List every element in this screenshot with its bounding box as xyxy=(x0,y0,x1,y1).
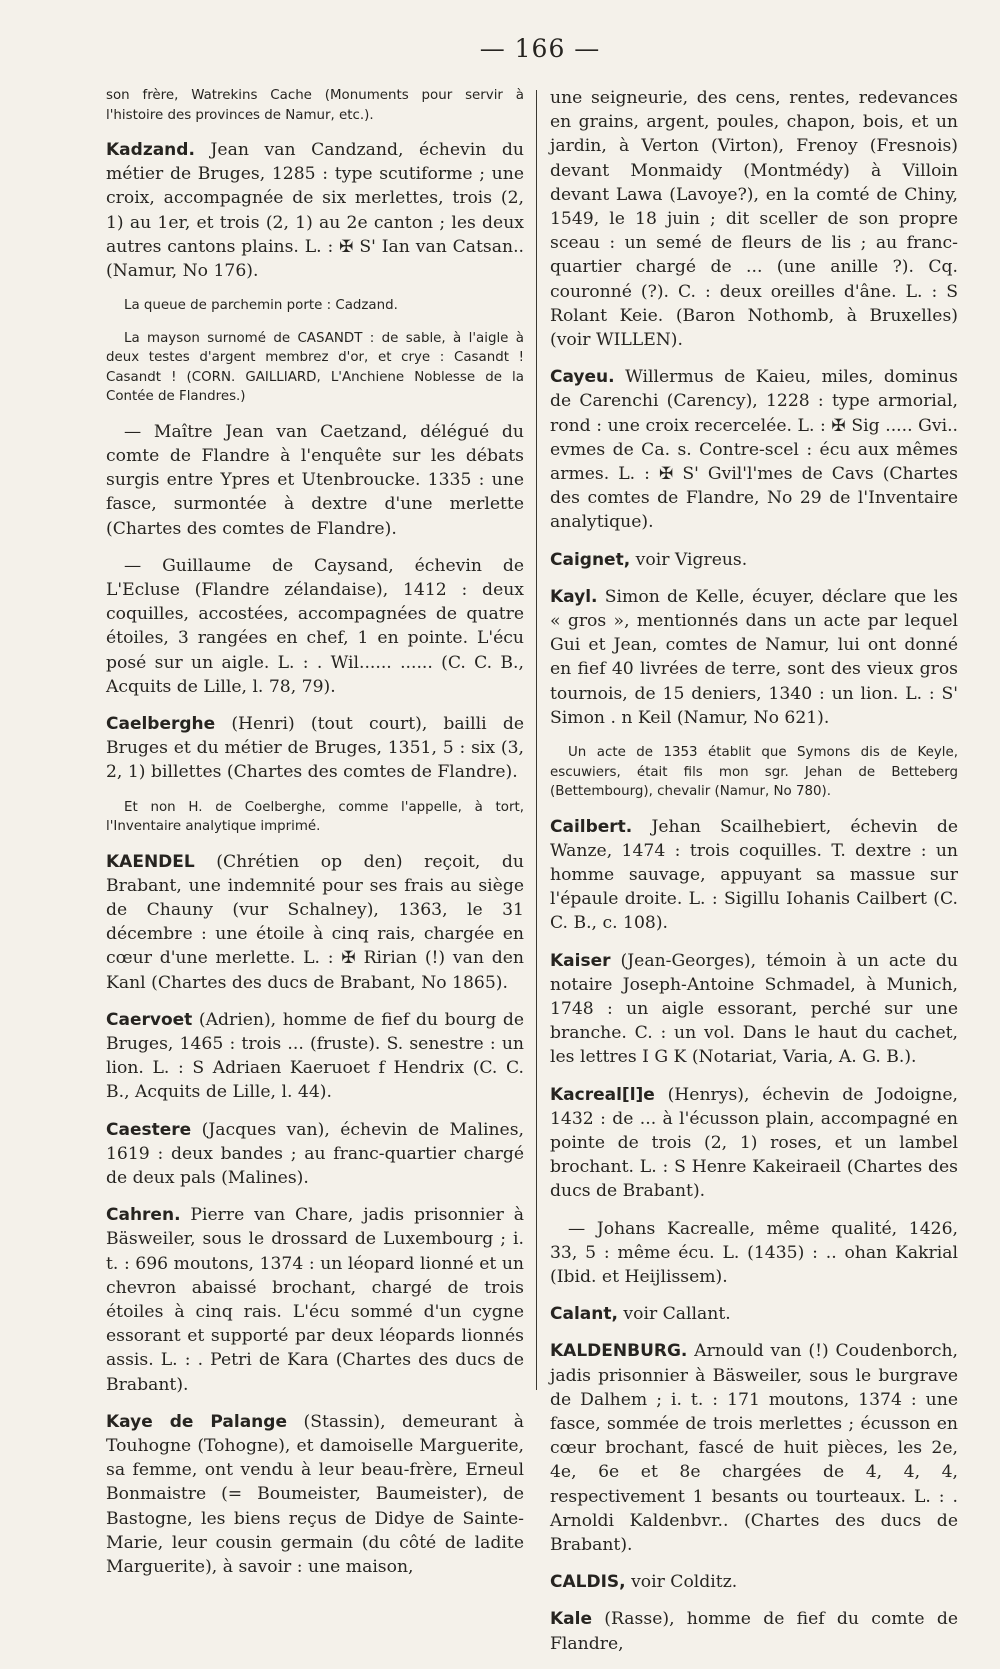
entry xyxy=(550,86,958,352)
entry xyxy=(106,420,524,541)
entry-heading: Kale xyxy=(550,1609,593,1630)
entry-heading: Cahren. xyxy=(106,1205,181,1226)
entry-heading: CALDIS, xyxy=(550,1572,626,1593)
entry-body: Arnould van (!) Coudenborch, jadis prisonnier à Bäsweiler, sous le burgrave de Dalhem ; i. t. : 171 moutons, 1374 : une fasce, sommée de trois merlettes ; écusson en cœur brochant, fascé de huit pièces, les 2e, 4e, 6e et 8e chargées de 4, 4, 4, respectivement 1 besants ou tourteaux. L. : . Arnoldi Kaldenbvr.. (Chartes des ducs de Brabant). xyxy=(550,1341,958,1556)
entry xyxy=(550,1302,958,1326)
entry-heading: Calant, xyxy=(550,1304,618,1325)
entry-heading: KALDENBURG. xyxy=(550,1341,688,1362)
entry-body: La queue de parchemin porte : Cadzand. xyxy=(124,298,398,314)
entry-body: Maître Jean van Caetzand, délégué du comte de Flandre à l'enquête sur les débats surgis entre Ypres et Utenbroucke. 1335 : une fasce, surmontée à dextre d'une merlette (Chartes des comtes de Flandre). xyxy=(106,421,524,539)
entry-body: Pierre van Chare, jadis prisonnier à Bäsweiler, sous le drossard de Luxembourg ; i. t. : 696 moutons, 1374 : un léopard lionné et un chevron abaissé brochant, chargé de trois étoiles à cinq rais. L'écu sommé d'un cygne essorant et supporté par deux léopards lionnés assis. L. : . Petri de Kara (Chartes des ducs de Brabant). xyxy=(106,1205,524,1395)
entry-body: (Jacques van), échevin de Malines, 1619 : deux bandes ; au franc-quartier chargé de deux pals (Malines). xyxy=(106,1119,524,1188)
left-column xyxy=(106,86,524,1592)
entry-body: une seigneurie, des cens, rentes, redevances en grains, argent, poules, chapon, bois, et un jardin, à Verton (Virton), Frenoy (Fresnois) devant Monmaidy (Montmédy) à Villoin devant Lawa (Lavoye?), en la comté de Chiny, 1549, le 18 juin ; dit sceller de son propre sceau : un semé de fleurs de lis ; au franc-quartier chargé de ... (une anille ?). Cq. couronné (?). C. : deux oreilles d'âne. L. : S Rolant Keie. (Baron Nothomb, à Bruxelles) (voir WILLEN). xyxy=(550,88,958,351)
entry xyxy=(550,815,958,936)
entry-heading: KAENDEL xyxy=(106,851,195,872)
entry-text xyxy=(550,1339,958,1557)
page-number: — 166 — xyxy=(479,34,601,63)
entry-text xyxy=(106,138,524,283)
entry-heading: Kayl. xyxy=(550,586,598,607)
entry-heading: Cailbert. xyxy=(550,816,633,837)
column-divider xyxy=(536,90,537,1390)
entry-heading: Caestere xyxy=(106,1119,192,1140)
entry-body: Simon de Kelle, écuyer, déclare que les « gros », mentionnés dans un acte par lequel Gui et Jean, comtes de Namur, lui ont donné en fief 40 livrées de terre, sont des vieux gros tournois, de 15 deniers, 1340 : un lion. L. : S' Simon . n Keil (Namur, No 621). xyxy=(550,586,958,728)
entry-heading: Caelberghe xyxy=(106,713,216,734)
entry-body: voir Callant. xyxy=(617,1304,731,1325)
entry-text xyxy=(106,554,524,699)
entry-text xyxy=(550,365,958,534)
right-column xyxy=(550,86,958,1669)
entry-text xyxy=(550,1302,958,1326)
entry xyxy=(106,1008,524,1105)
entry-body: Un acte de 1353 établit que Symons dis de Keyle, escuwiers, était fils mon sgr. Jehan de Betteberg (Bettembourg), chevalir (Namur, No 780). xyxy=(550,745,958,800)
entry-body: son frère, Watrekins Cache (Monuments pour servir à l'histoire des provinces de Namur, etc.). xyxy=(106,88,524,123)
entry-text xyxy=(550,1083,958,1204)
entry-body: Jehan Scailhebiert, échevin de Wanze, 1474 : trois coquilles. T. dextre : un homme sauvage, appuyant sa massue sur l'épaule droite. L. : Sigillu Iohanis Cailbert (C. C. B., c. 108). xyxy=(550,816,958,934)
entry xyxy=(106,850,524,995)
entry xyxy=(106,86,524,125)
entry xyxy=(106,1203,524,1397)
entry-text xyxy=(550,1570,958,1594)
entry xyxy=(106,329,524,407)
entry-text xyxy=(550,815,958,936)
entry-dash: — xyxy=(124,421,154,442)
entry-dash: — xyxy=(124,555,163,576)
entry-body: (Henrys), échevin de Jodoigne, 1432 : de ... à l'écusson plain, accompagné en pointe de trois (2, 1) roses, et un lambel brochant. L. : S Henre Kakeiraeil (Chartes des ducs de Brabant). xyxy=(550,1084,958,1202)
entry-body: Johans Kacrealle, même qualité, 1426, 33, 5 : même écu. L. (1435) : .. ohan Kakrial (Ibid. et Heijlissem). xyxy=(550,1218,958,1288)
entry xyxy=(106,138,524,283)
entry-text xyxy=(550,548,958,572)
entry-text xyxy=(106,712,524,785)
entry-body: voir Colditz. xyxy=(625,1572,738,1593)
entry-text xyxy=(550,949,958,1070)
entry xyxy=(550,365,958,534)
entry-body: La mayson surnomé de CASANDT : de sable, à l'aigle à deux testes d'argent membrez d'or, et crye : Casandt ! Casandt ! (CORN. GAILLIARD, L'Anchiene Noblesse de la Contée de Flandres.) xyxy=(106,330,524,405)
entry-body: (Adrien), homme de fief du bourg de Bruges, 1465 : trois ... (fruste). S. senestre : un lion. L. : S Adriaen Kaeruoet f Hendrix (C. C. B., Acquits de Lille, l. 44). xyxy=(106,1009,524,1103)
entry xyxy=(106,712,524,785)
entry-heading: Kaiser xyxy=(550,950,611,971)
entry-text xyxy=(106,1008,524,1105)
entry-heading: Kadzand. xyxy=(106,140,195,160)
entry-body: Willermus de Kaieu, miles, dominus de Carenchi (Carency), 1228 : type armorial, rond : une croix recercelée. L. : ✠ Sig ..... Gvi.. evmes de Ca. s. Contre-scel : écu aux mêmes armes. L. : ✠ S' Gvil'l'mes de Cavs (Chartes des comtes de Flandre, No 29 de l'Inventaire analytique). xyxy=(550,367,958,533)
entry xyxy=(550,743,958,802)
entry-text xyxy=(106,850,524,995)
entry-heading: Caervoet xyxy=(106,1009,193,1030)
entry-text xyxy=(550,1607,958,1655)
entry-dash: — xyxy=(568,1218,597,1239)
entry-text xyxy=(106,329,524,407)
entry xyxy=(106,1118,524,1191)
entry-heading: Caignet, xyxy=(550,549,631,570)
entry-heading: Cayeu. xyxy=(550,367,615,388)
entry-text xyxy=(550,86,958,352)
entry xyxy=(106,296,524,316)
entry xyxy=(550,1083,958,1204)
entry-text xyxy=(106,798,524,837)
entry xyxy=(550,585,958,730)
entry-body: Et non H. de Coelberghe, comme l'appelle, à tort, l'Inventaire analytique imprimé. xyxy=(106,799,524,835)
entry-text xyxy=(106,420,524,541)
entry xyxy=(550,1339,958,1557)
entry-body: (Rasse), homme de fief du comte de Flandre, xyxy=(550,1609,958,1654)
entry-body: Guillaume de Caysand, échevin de L'Ecluse (Flandre zélandaise), 1412 : deux coquilles, accostées, accompagnées de quatre étoiles, 3 rangées en chef, 1 en pointe. L'écu posé sur un aigle. L. : . Wil...... ...... (C. C. B., Acquits de Lille, l. 78, 79). xyxy=(106,555,524,697)
entry-text xyxy=(106,1410,524,1579)
entry-body: Jean van Candzand, échevin du métier de Bruges, 1285 : type scutiforme ; une croix, accompagnée de six merlettes, trois (2, 1) au 1er, et trois (2, 1) au 2e canton ; les deux autres cantons plains. L. : ✠ S' Ian van Catsan.. (Namur, No 176). xyxy=(106,140,524,282)
entry-body: (Henri) (tout court), bailli de Bruges et du métier de Bruges, 1351, 5 : six (3, 2, 1) billettes (Chartes des comtes de Flandre). xyxy=(106,713,524,783)
entry xyxy=(550,548,958,572)
entry-text xyxy=(550,1217,958,1290)
entry xyxy=(550,1607,958,1655)
entry xyxy=(550,1570,958,1594)
entry-body: voir Vigreus. xyxy=(630,549,748,570)
entry-text xyxy=(550,585,958,730)
entry-text xyxy=(106,296,524,316)
entry-text xyxy=(106,1118,524,1191)
entry xyxy=(106,554,524,699)
entry-heading: Kaye de Palange xyxy=(106,1411,287,1432)
entry-text xyxy=(550,743,958,802)
entry xyxy=(550,1217,958,1290)
entry xyxy=(550,949,958,1070)
entry-body: (Stassin), demeurant à Touhogne (Tohogne), et damoiselle Marguerite, sa femme, ont vendu à leur beau-frère, Erneul Bonmaistre (= Boumeister, Baumeister), de Bastogne, les biens reçus de Didye de Sainte-Marie, leur cousin germain (du côté de ladite Marguerite), à savoir : une maison, xyxy=(106,1411,524,1578)
entry-body: (Chrétien op den) reçoit, du Brabant, une indemnité pour ses frais au siège de Chauny (vur Schalney), 1363, le 31 décembre : une étoile à cinq rais, chargée en cœur d'une merlette. L. : ✠ Ririan (!) van den Kanl (Chartes des ducs de Brabant, No 1865). xyxy=(106,851,524,993)
entry xyxy=(106,798,524,837)
entry-text xyxy=(106,1203,524,1397)
entry-text xyxy=(106,86,524,125)
entry-heading: Kacreal[l]e xyxy=(550,1084,655,1105)
entry xyxy=(106,1410,524,1579)
entry-body: (Jean-Georges), témoin à un acte du notaire Joseph-Antoine Schmadel, à Munich, 1748 : un aigle essorant, perché sur une branche. C. : un vol. Dans le haut du cachet, les lettres I G K (Notariat, Varia, A. G. B.). xyxy=(550,950,958,1068)
